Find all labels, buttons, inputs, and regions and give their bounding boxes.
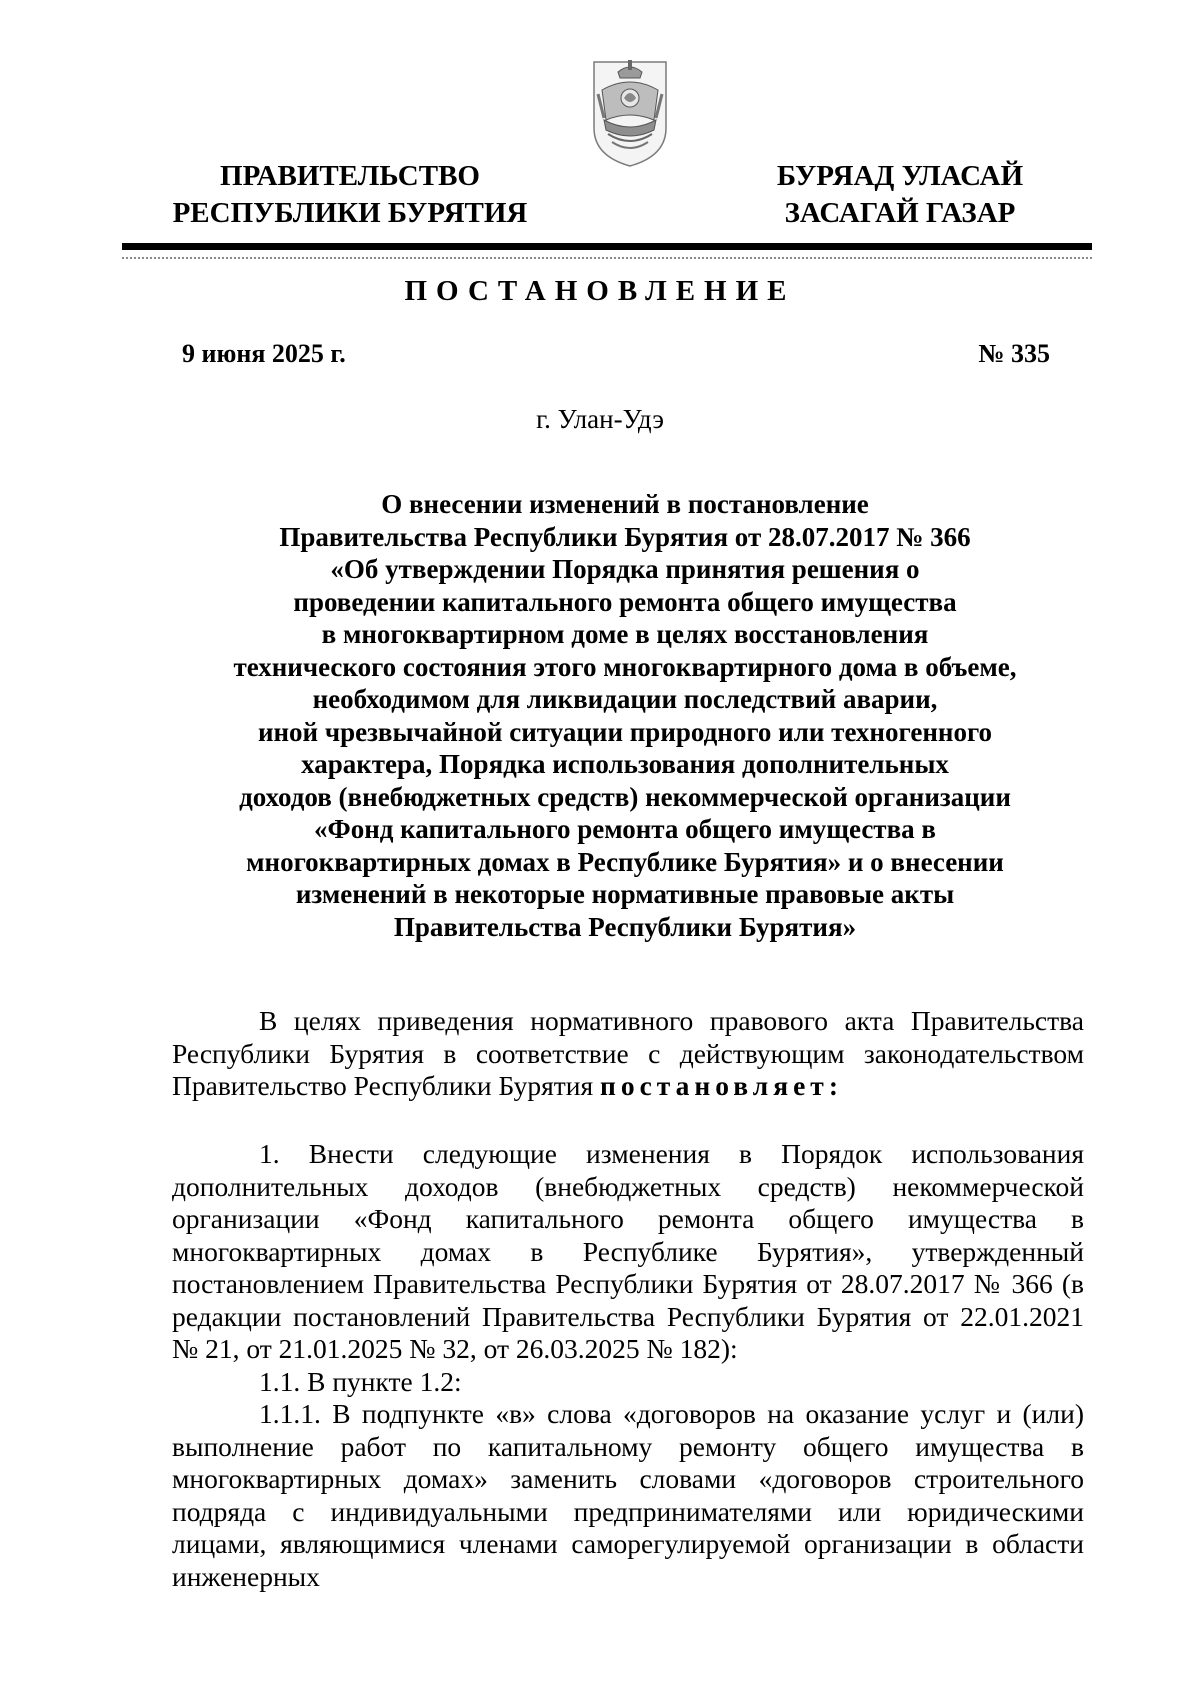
- decree-keyword: постановляет:: [600, 1070, 843, 1101]
- government-name-russian: [150, 158, 550, 232]
- document-title: [190, 488, 1060, 943]
- paragraph-1: 1. Внести следующие изменения в Порядок использования дополнительных доходов (внебюджетных средств) некоммерческой организации «Фонд капитального ремонта общего имущества в многоквартирных домах в Республике Бурятия», утвержденный постановлением Правительства Республики Бурятия от 28.07.2017 № 366 (в редакции постановлений Правительства Республики Бурятия от 22.01.2021 № 21, от 21.01.2025 № 32, от 26.03.2025 № 182):: [172, 1138, 1084, 1364]
- government-name-bua-line1: БУРЯАД УЛАСАЙ: [776, 160, 1024, 192]
- title-line: «Фонд капитального ремонта общего имущества в: [314, 814, 936, 844]
- government-name-ru-line2: РЕСПУБЛИКИ БУРЯТИЯ: [172, 197, 528, 229]
- title-line: проведении капитального ремонта общего имущества: [293, 586, 957, 617]
- title-line: в многоквартирном доме в целях восстановления: [321, 619, 929, 649]
- title-line: О внесении изменений в постановление: [381, 489, 869, 519]
- title-line: иной чрезвычайной ситуации природного или техногенного: [257, 716, 993, 747]
- title-line: многоквартирных домах в Республике Бурятия» и о внесении: [246, 846, 1004, 877]
- title-line: изменений в некоторые нормативные правовые акты: [295, 879, 955, 909]
- government-name-bua-line2: ЗАСАГАЙ ГАЗАР: [784, 197, 1016, 229]
- paragraph-1-1: 1.1. В пункте 1.2:: [259, 1365, 462, 1397]
- document-type: ПОСТАНОВЛЕНИЕ: [404, 275, 796, 307]
- header-divider-thick: [122, 243, 1092, 250]
- title-line: необходимом для ликвидации последствий аварии,: [312, 684, 938, 714]
- paragraph-1-1-1: 1.1.1. В подпункте «в» слова «договоров на оказание услуг и (или) выполнение работ по капитальному ремонту общего имущества в многоквартирных домах» заменить словами «договоров строительного подряда с индивидуальными предпринимателями или юридическими лицами, являющимися членами саморегулируемой организации в области инженерных: [172, 1398, 1084, 1592]
- title-line: доходов (внебюджетных средств) некоммерческой организации: [239, 781, 1011, 812]
- decree-body: [172, 1138, 1084, 1593]
- preamble-text: В целях приведения нормативного правового акта Правительства Республики Бурятия в соответствие с действующим законодательством Правительство Республики Бурятия: [172, 1005, 1084, 1101]
- document-date: 9 июня 2025 г.: [182, 339, 346, 368]
- government-name-buryat: [735, 158, 1065, 232]
- coat-of-arms-icon: [588, 58, 672, 170]
- title-line: «Об утверждении Порядка принятия решения о: [330, 554, 920, 584]
- document-number: № 335: [978, 339, 1050, 368]
- header-divider-thin: [122, 257, 1092, 259]
- government-name-ru-line1: ПРАВИТЕЛЬСТВО: [220, 160, 480, 192]
- document-city: г. Улан-Удэ: [536, 404, 664, 434]
- preamble-paragraph: [172, 1005, 1084, 1103]
- title-line: Правительства Республики Бурятия»: [393, 911, 857, 942]
- title-line: Правительства Республики Бурятия от 28.07.2017 № 366: [279, 521, 971, 552]
- title-line: характера, Порядка использования дополнительных: [301, 749, 949, 779]
- title-line: технического состояния этого многоквартирного дома в объеме,: [233, 651, 1017, 682]
